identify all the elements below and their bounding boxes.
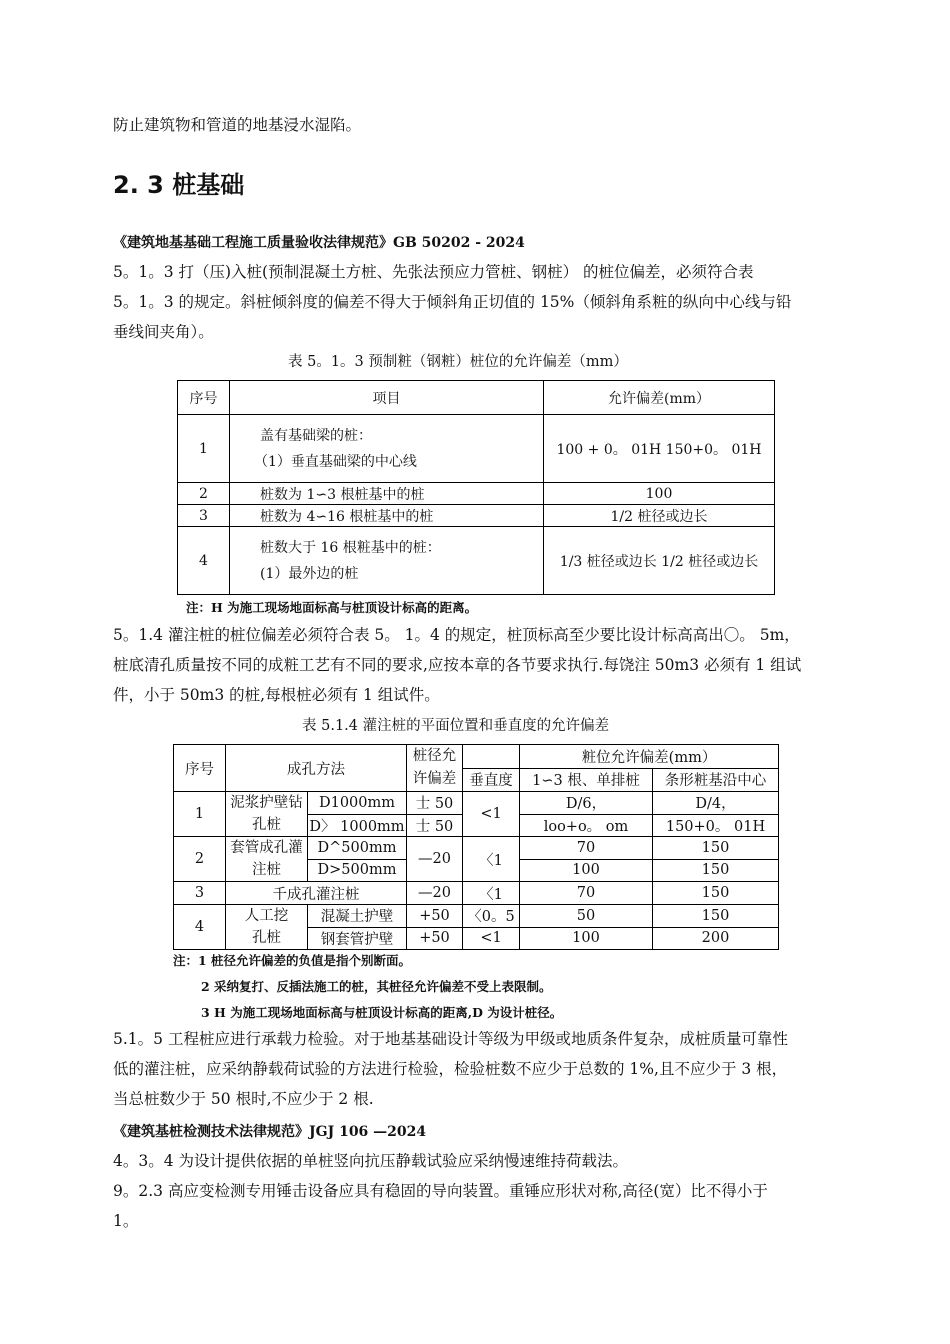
paragraph-line: 件，小于 50m3 的桩,每根桩必须有 1 组试件。 [113,686,440,704]
row-submethod: D1000mm [308,792,407,815]
table1-precast-pile-deviation [177,380,775,595]
row-method: 千成孔灌注桩 [226,882,407,905]
header-position-single: 1∽3 根、单排桩 [520,768,653,792]
row-position-single: 70 [520,837,653,860]
row-position-single: 70 [520,882,653,905]
row-method: 泥浆护壁钻孔桩 [226,792,308,837]
row-number: 1 [174,792,226,837]
row-diameter: +50 [407,905,463,928]
header-position: 粧位允许偏差(mm） [520,745,779,769]
header-blank [463,745,520,769]
paragraph-5-1-4 [113,620,801,710]
row-verticality: 〈1 [463,837,520,882]
header-cell: 项目 [230,381,544,415]
paragraph-line: 5。1。3 的规定。斜桩倾斜度的偏差不得大于倾斜角正切值的 15%（倾斜角系粧的纵向中心线与铅 [113,293,792,311]
row-verticality: <1 [463,792,520,837]
row-diameter: —20 [407,882,463,905]
row-value: 1/3 桩径或边长 1/2 桩径或边长 [544,527,775,595]
row-verticality: <1 [463,927,520,950]
table2-bored-pile-deviation [173,744,779,950]
row-position-strip: 150 [653,837,779,860]
row-number: 2 [178,483,230,505]
table2-note: 3 H 为施工现场地面标高与桩顶设计标高的距离,D 为设计桩径。 [201,1005,563,1020]
table-row [178,415,775,483]
row-number: 3 [178,505,230,527]
row-position-strip: D/4， [653,792,779,815]
table-row [174,905,779,928]
row-verticality: 〈1 [463,882,520,905]
row-submethod: D〉 1000mm [308,814,407,837]
row-position-strip: 150+0。 01H [653,814,779,837]
row-diameter: 士 50 [407,792,463,815]
table-row [178,483,775,505]
row-item [230,415,544,483]
item-line: 盖有基础梁的桩： [260,427,372,444]
row-diameter: 士 50 [407,814,463,837]
row-position-strip: 150 [653,882,779,905]
row-diameter: +50 [407,927,463,950]
row-item: 桩数为 1∽3 根桩基中的桩 [230,483,544,505]
row-method: 套管成孔灌注桩 [226,837,308,882]
section-title: 2. 3 桩基础 [113,171,245,199]
table-header-row [178,381,775,415]
row-position-strip: 150 [653,905,779,928]
row-submethod: D>500mm [308,859,407,882]
paragraph-line: 低的灌注桩，应采纳静载荷试验的方法进行检验，检验桩数不应少于总数的 1%,且不应少于 3 根， [113,1060,788,1078]
row-verticality: 〈0。5 [463,905,520,928]
table1-note: 注：H 为施工现场地面标高与桩顶设计标高的距离。 [186,600,478,615]
paragraph-5-1-3 [113,257,791,347]
paragraph-line: 垂线间夹角）。 [113,323,214,341]
row-submethod: D^500mm [308,837,407,860]
row-item: 桩数为 4∽16 根桩基中的桩 [230,505,544,527]
row-position-single: loo+o。 om [520,814,653,837]
row-number: 4 [178,527,230,595]
row-number: 1 [178,415,230,483]
header-cell: 允许偏差(mm） [544,381,775,415]
paragraph-line: 当总桩数少于 50 根时,不应少于 2 根. [113,1090,374,1108]
row-item [230,527,544,595]
row-position-strip: 150 [653,859,779,882]
paragraph-line: 1。 [113,1212,139,1230]
row-position-single: 100 [520,859,653,882]
row-value: 100 [544,483,775,505]
table-row [174,882,779,905]
header-verticality: 垂直度 [463,768,520,792]
paragraph-line: 9。2.3 高应变检测专用锤击设备应具有稳固的导向装置。重锤应形状对称,高径(宽）比不得小于 [113,1182,768,1200]
table2-note: 注：1 桩径允许偏差的负值是指个别断面。 [173,953,412,968]
paragraph-line: 5。1。3 打（压)入桩(预制混凝土方桩、先张法预应力管桩、钢桩） 的桩位偏差，必须符合表 [113,263,754,281]
row-position-strip: 200 [653,927,779,950]
row-position-single: 50 [520,905,653,928]
header-number: 序号 [174,745,226,792]
row-submethod: 钢套管护壁 [308,927,407,950]
header-method: 成孔方法 [226,745,407,792]
table-header-row [174,745,779,769]
item-line: 桩数大于 16 根粧基中的桩： [260,539,441,556]
paragraph-line: 5。1.4 灌注桩的桩位偏差必须符合表 5。 1。4 的规定，桩顶标高至少要比设计标高高出〇。 5m， [113,626,800,644]
table-row [174,792,779,815]
paragraph-line: 5.1。5 工程桩应进行承载力检验。对于地基基础设计等级为甲级或地质条件复杂，成桩质量可靠性 [113,1030,788,1048]
row-number: 3 [174,882,226,905]
header-cell: 序号 [178,381,230,415]
table-row [174,837,779,860]
paragraph-line: 桩底清孔质量按不同的成粧工艺有不同的要求,应按本章的各节要求执行.每饶注 50m3 必须有 1 组试 [113,656,802,674]
paragraph-9-2-3 [113,1176,768,1236]
item-line: （1）垂直基础梁的中心线 [254,453,417,470]
row-submethod: 混凝土护壁 [308,905,407,928]
table2-caption: 表 5.1.4 灌注桩的平面位置和垂直度的允许偏差 [302,718,610,734]
table-row [178,527,775,595]
reference-gb50202: 《建筑地基基础工程施工质量验收法律规范》GB 50202 - 2024 [113,235,525,251]
row-value: 1/2 桩径或边长 [544,505,775,527]
table2-note: 2 采纳复打、反插法施工的桩，其桩径允许偏差不受上表限制。 [201,979,552,994]
row-value: 100 + 0。 01H 150+0。 01H [544,415,775,483]
item-line: (1）最外边的桩 [260,565,359,582]
row-number: 4 [174,905,226,950]
table-row [178,505,775,527]
row-method: 人工挖孔桩 [226,905,308,950]
reference-jgj106: 《建筑基桩检测技术法律规范》JGJ 106 —2024 [113,1124,427,1140]
header-position-strip: 条形粧基沿中心 [653,768,779,792]
table1-caption: 表 5。1。3 预制粧（钢粧）桩位的允许偏差（mm） [288,354,628,370]
paragraph-4-3-4: 4。3。4 为设计提供依据的单桩竖向抗压静载试验应采纳慢速维持荷载法。 [113,1152,629,1170]
header-diameter: 桩径允许偏差 [407,745,463,792]
intro-line: 防止建筑物和管道的地基浸水湿陷。 [113,116,362,134]
row-position-single: D/6， [520,792,653,815]
paragraph-5-1-5 [113,1024,788,1114]
row-position-single: 100 [520,927,653,950]
row-diameter: —20 [407,837,463,882]
row-number: 2 [174,837,226,882]
